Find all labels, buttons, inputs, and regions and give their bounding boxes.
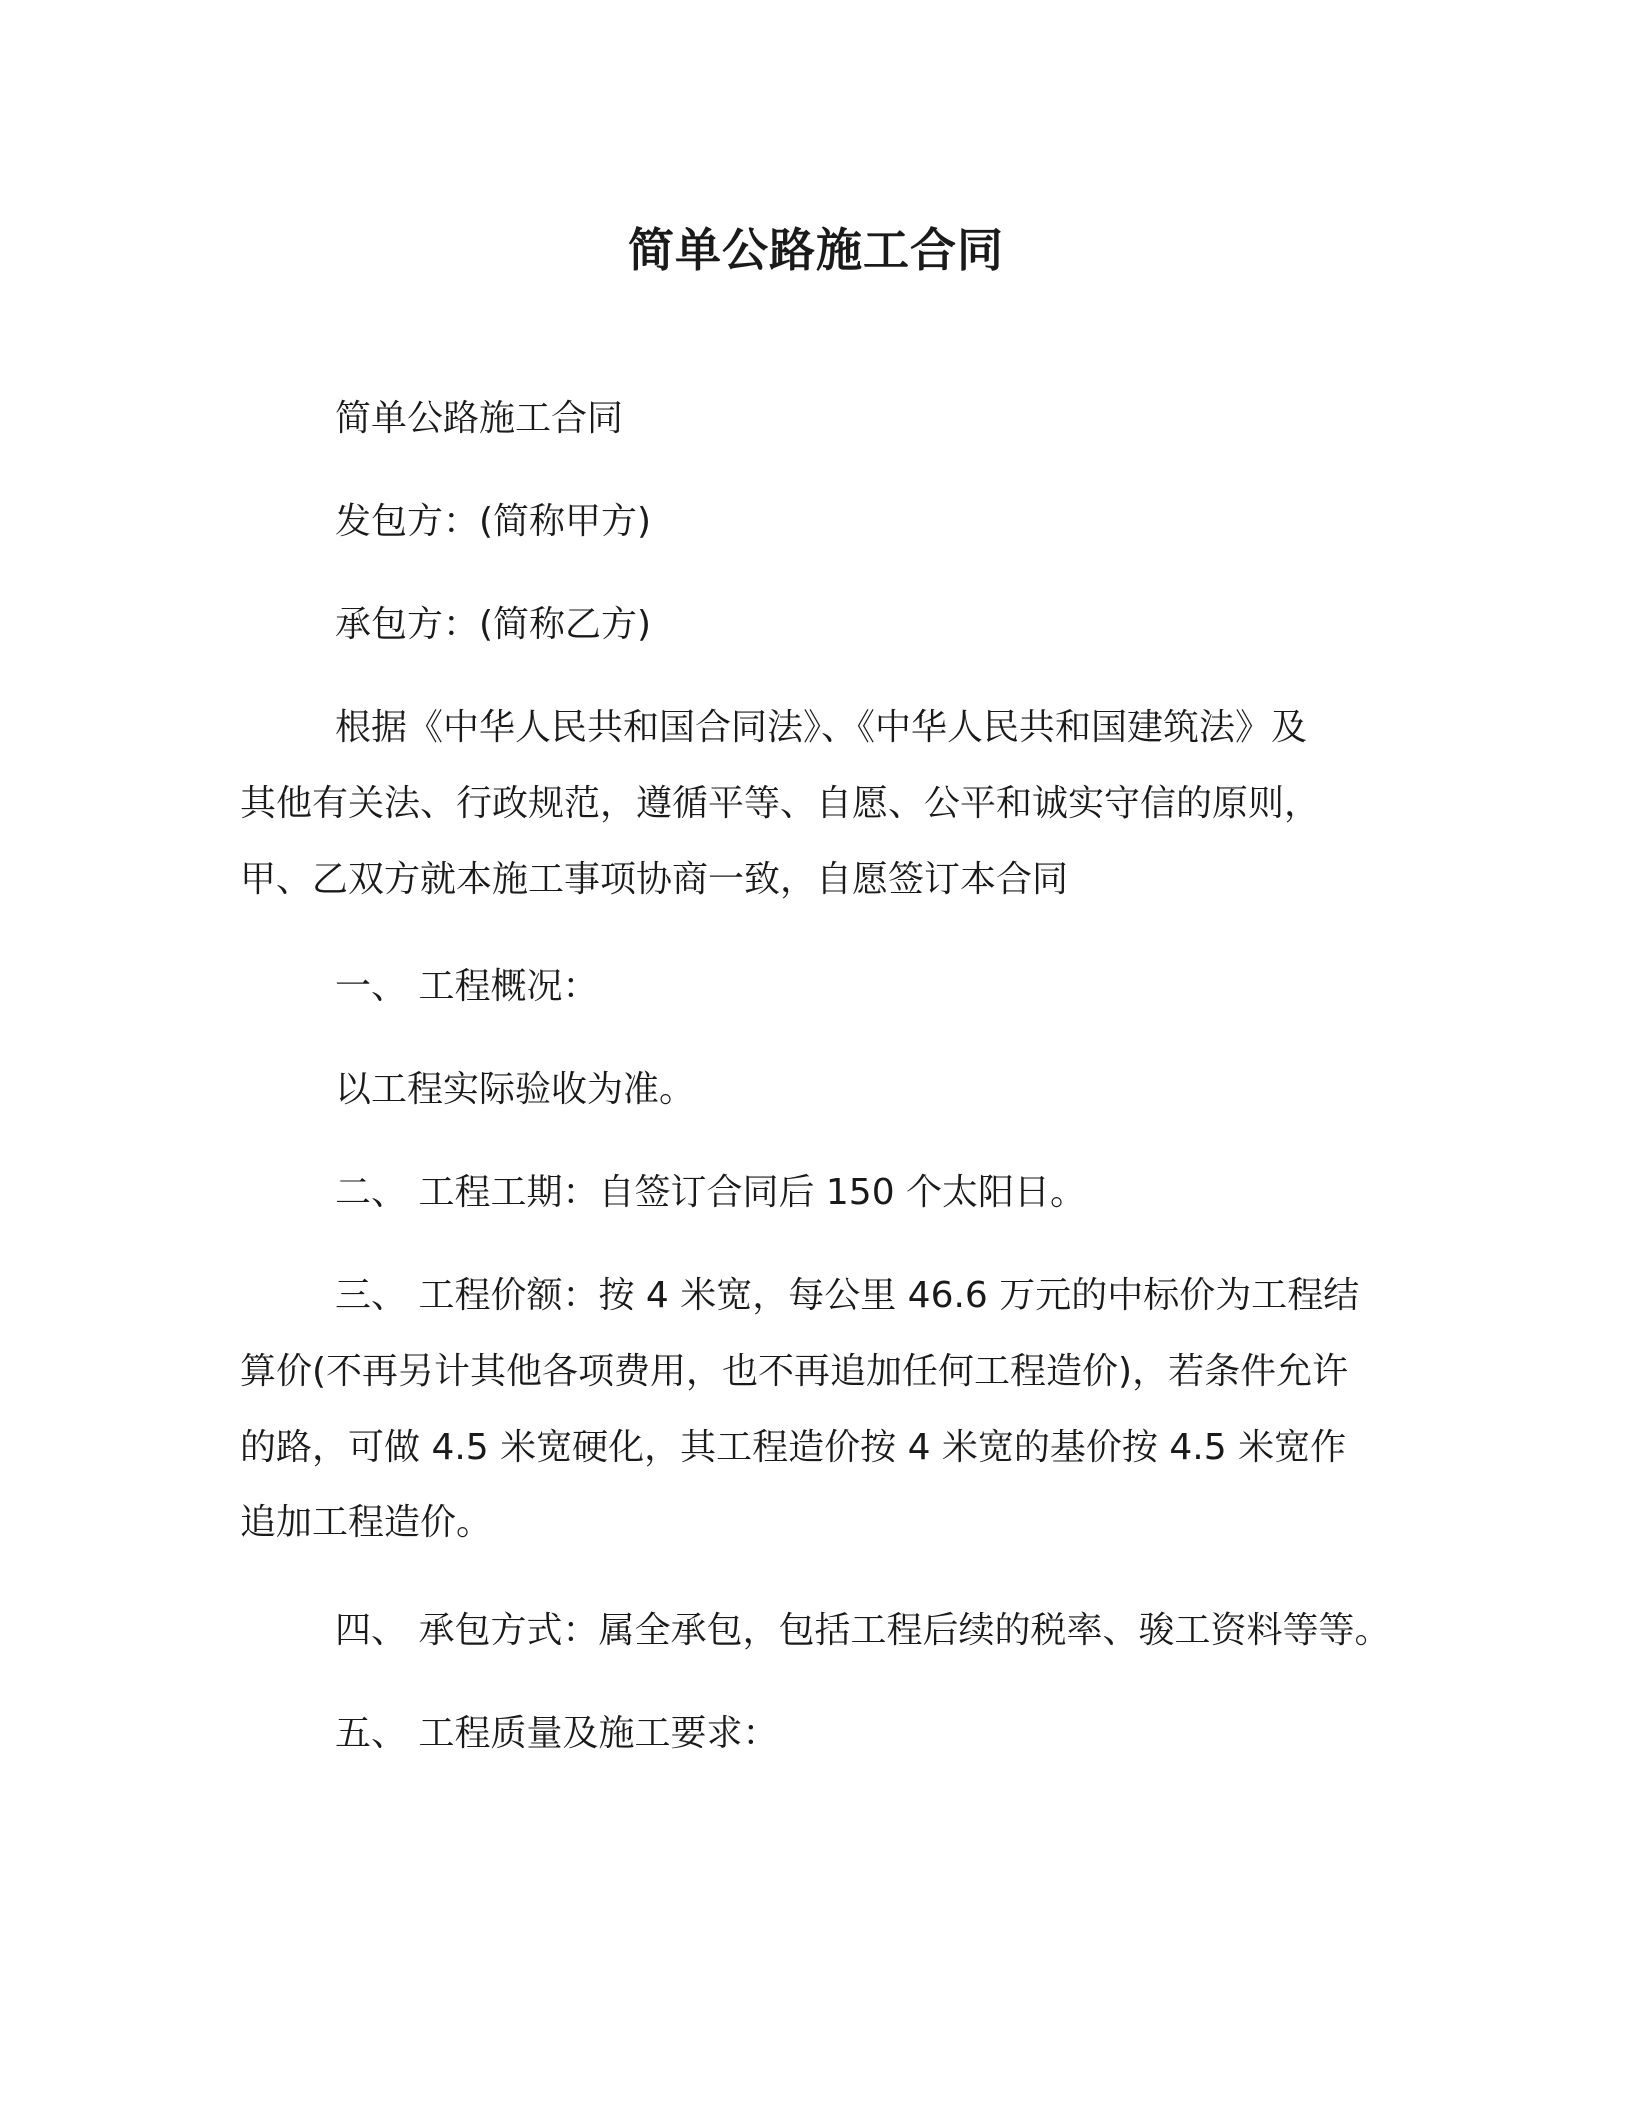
section-1-body: 以工程实际验收为准。: [335, 1069, 696, 1110]
paragraph-preamble-line-1: 根据《中华人民共和国合同法》、《中华人民共和国建筑法》及: [335, 707, 1308, 748]
section-3-line-4: 追加工程造价。: [240, 1502, 493, 1543]
paragraph-preamble-line-2: 其他有关法、行政规范，遵循平等、自愿、公平和诚实守信的原则，: [240, 783, 1321, 824]
document-title: 简单公路施工合同: [628, 223, 1004, 277]
section-3-line-3: 的路，可做 4.5 米宽硬化，其工程造价按 4 米宽的基价按 4.5 米宽作: [240, 1427, 1347, 1468]
paragraph-preamble-line-3: 甲、乙双方就本施工事项协商一致，自愿签订本合同: [240, 859, 1069, 900]
section-4: 四、 承包方式：属全承包，包括工程后续的税率、骏工资料等等。: [335, 1610, 1391, 1651]
paragraph-party-b: 承包方：(简称乙方): [335, 604, 652, 645]
section-5-heading: 五、 工程质量及施工要求：: [335, 1713, 779, 1754]
section-3-line-2: 算价(不再另计其他各项费用，也不再追加任何工程造价)，若条件允许: [240, 1351, 1349, 1392]
paragraph-heading: 简单公路施工合同: [335, 398, 624, 439]
section-1-heading: 一、 工程概况：: [335, 966, 599, 1007]
section-3-line-1: 三、 工程价额：按 4 米宽，每公里 46.6 万元的中标价为工程结: [335, 1275, 1360, 1316]
paragraph-party-a: 发包方：(简称甲方): [335, 501, 652, 542]
section-2: 二、 工程工期：自签订合同后 150 个太阳日。: [335, 1172, 1087, 1213]
